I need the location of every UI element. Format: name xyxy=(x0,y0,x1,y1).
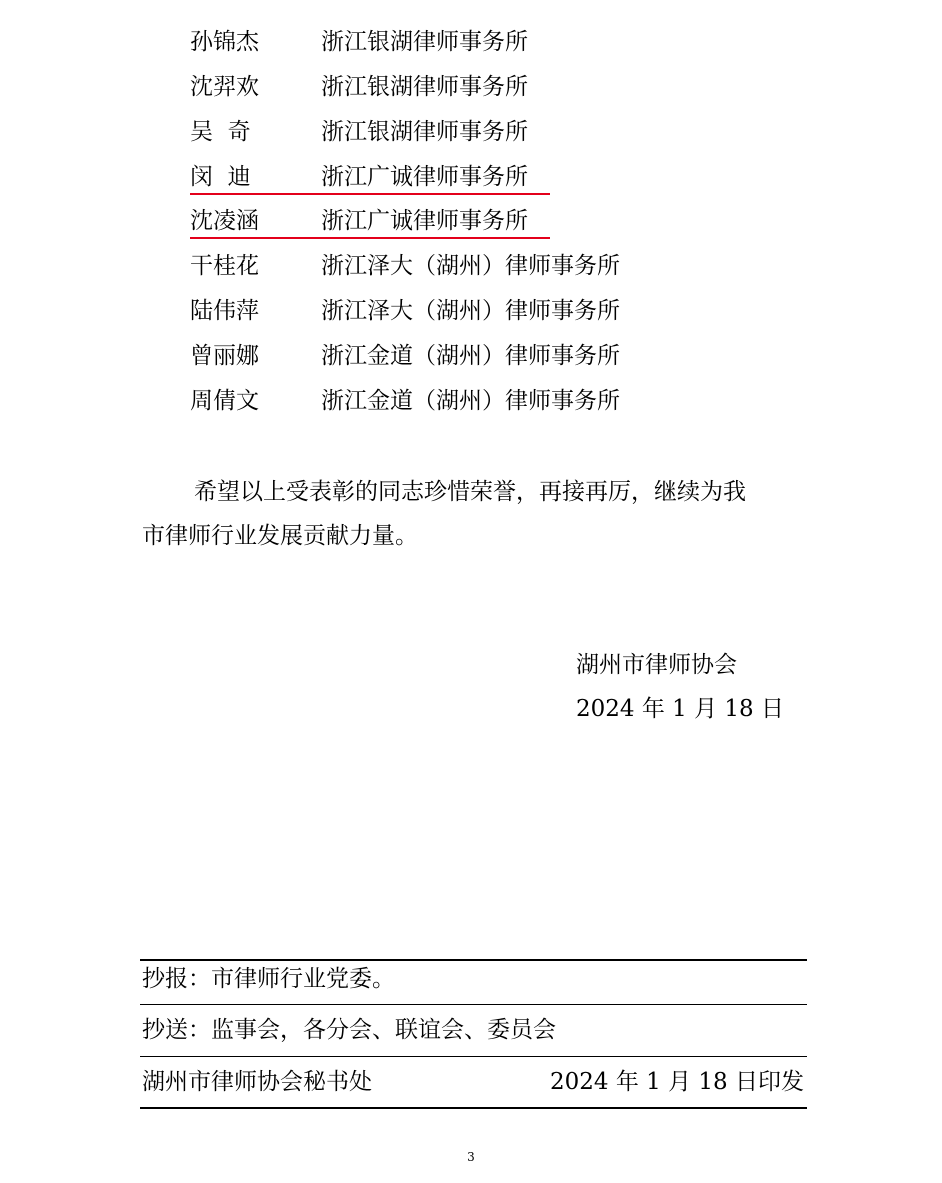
awardee-name: 陆伟萍 xyxy=(190,298,259,324)
awardee-name: 干桂花 xyxy=(190,253,259,279)
footer-rule-bottom xyxy=(140,1107,807,1109)
awardee-firm: 浙江广诚律师事务所 xyxy=(321,164,528,190)
awardee-name: 沈羿欢 xyxy=(190,74,259,100)
awardee-firm: 浙江银湖律师事务所 xyxy=(321,29,528,55)
awardee-firm: 浙江金道（湖州）律师事务所 xyxy=(321,343,620,369)
page-number: 3 xyxy=(467,1150,475,1164)
issue-date: 2024 年 1 月 18 日印发 xyxy=(550,1069,804,1095)
awardee-name: 吴 奇 xyxy=(190,119,251,145)
issuer: 湖州市律师协会秘书处 xyxy=(142,1069,372,1095)
report-to: 抄报：市律师行业党委。 xyxy=(142,966,395,992)
footer-rule-top xyxy=(140,959,807,961)
red-underline xyxy=(190,237,550,239)
closing-line-1: 希望以上受表彰的同志珍惜荣誉，再接再厉，继续为我 xyxy=(194,479,746,505)
awardee-name: 曾丽娜 xyxy=(190,343,259,369)
footer-rule-mid xyxy=(140,1004,807,1005)
closing-line-2: 市律师行业发展贡献力量。 xyxy=(142,523,418,549)
copy-to: 抄送：监事会，各分会、联谊会、委员会 xyxy=(142,1017,556,1043)
awardee-name: 沈凌涵 xyxy=(190,208,259,234)
awardee-firm: 浙江泽大（湖州）律师事务所 xyxy=(321,253,620,279)
awardee-name: 闵 迪 xyxy=(190,164,251,190)
signature-date: 2024 年 1 月 18 日 xyxy=(576,696,784,722)
awardee-firm: 浙江银湖律师事务所 xyxy=(321,119,528,145)
awardee-name: 孙锦杰 xyxy=(190,29,259,55)
awardee-firm: 浙江银湖律师事务所 xyxy=(321,74,528,100)
awardee-firm: 浙江金道（湖州）律师事务所 xyxy=(321,388,620,414)
footer-rule-lower xyxy=(140,1056,807,1057)
awardee-name: 周倩文 xyxy=(190,388,259,414)
red-underline xyxy=(190,193,550,195)
closing-paragraph xyxy=(142,470,812,558)
awardee-firm: 浙江泽大（湖州）律师事务所 xyxy=(321,298,620,324)
awardee-firm: 浙江广诚律师事务所 xyxy=(321,208,528,234)
signature-org: 湖州市律师协会 xyxy=(576,652,737,678)
